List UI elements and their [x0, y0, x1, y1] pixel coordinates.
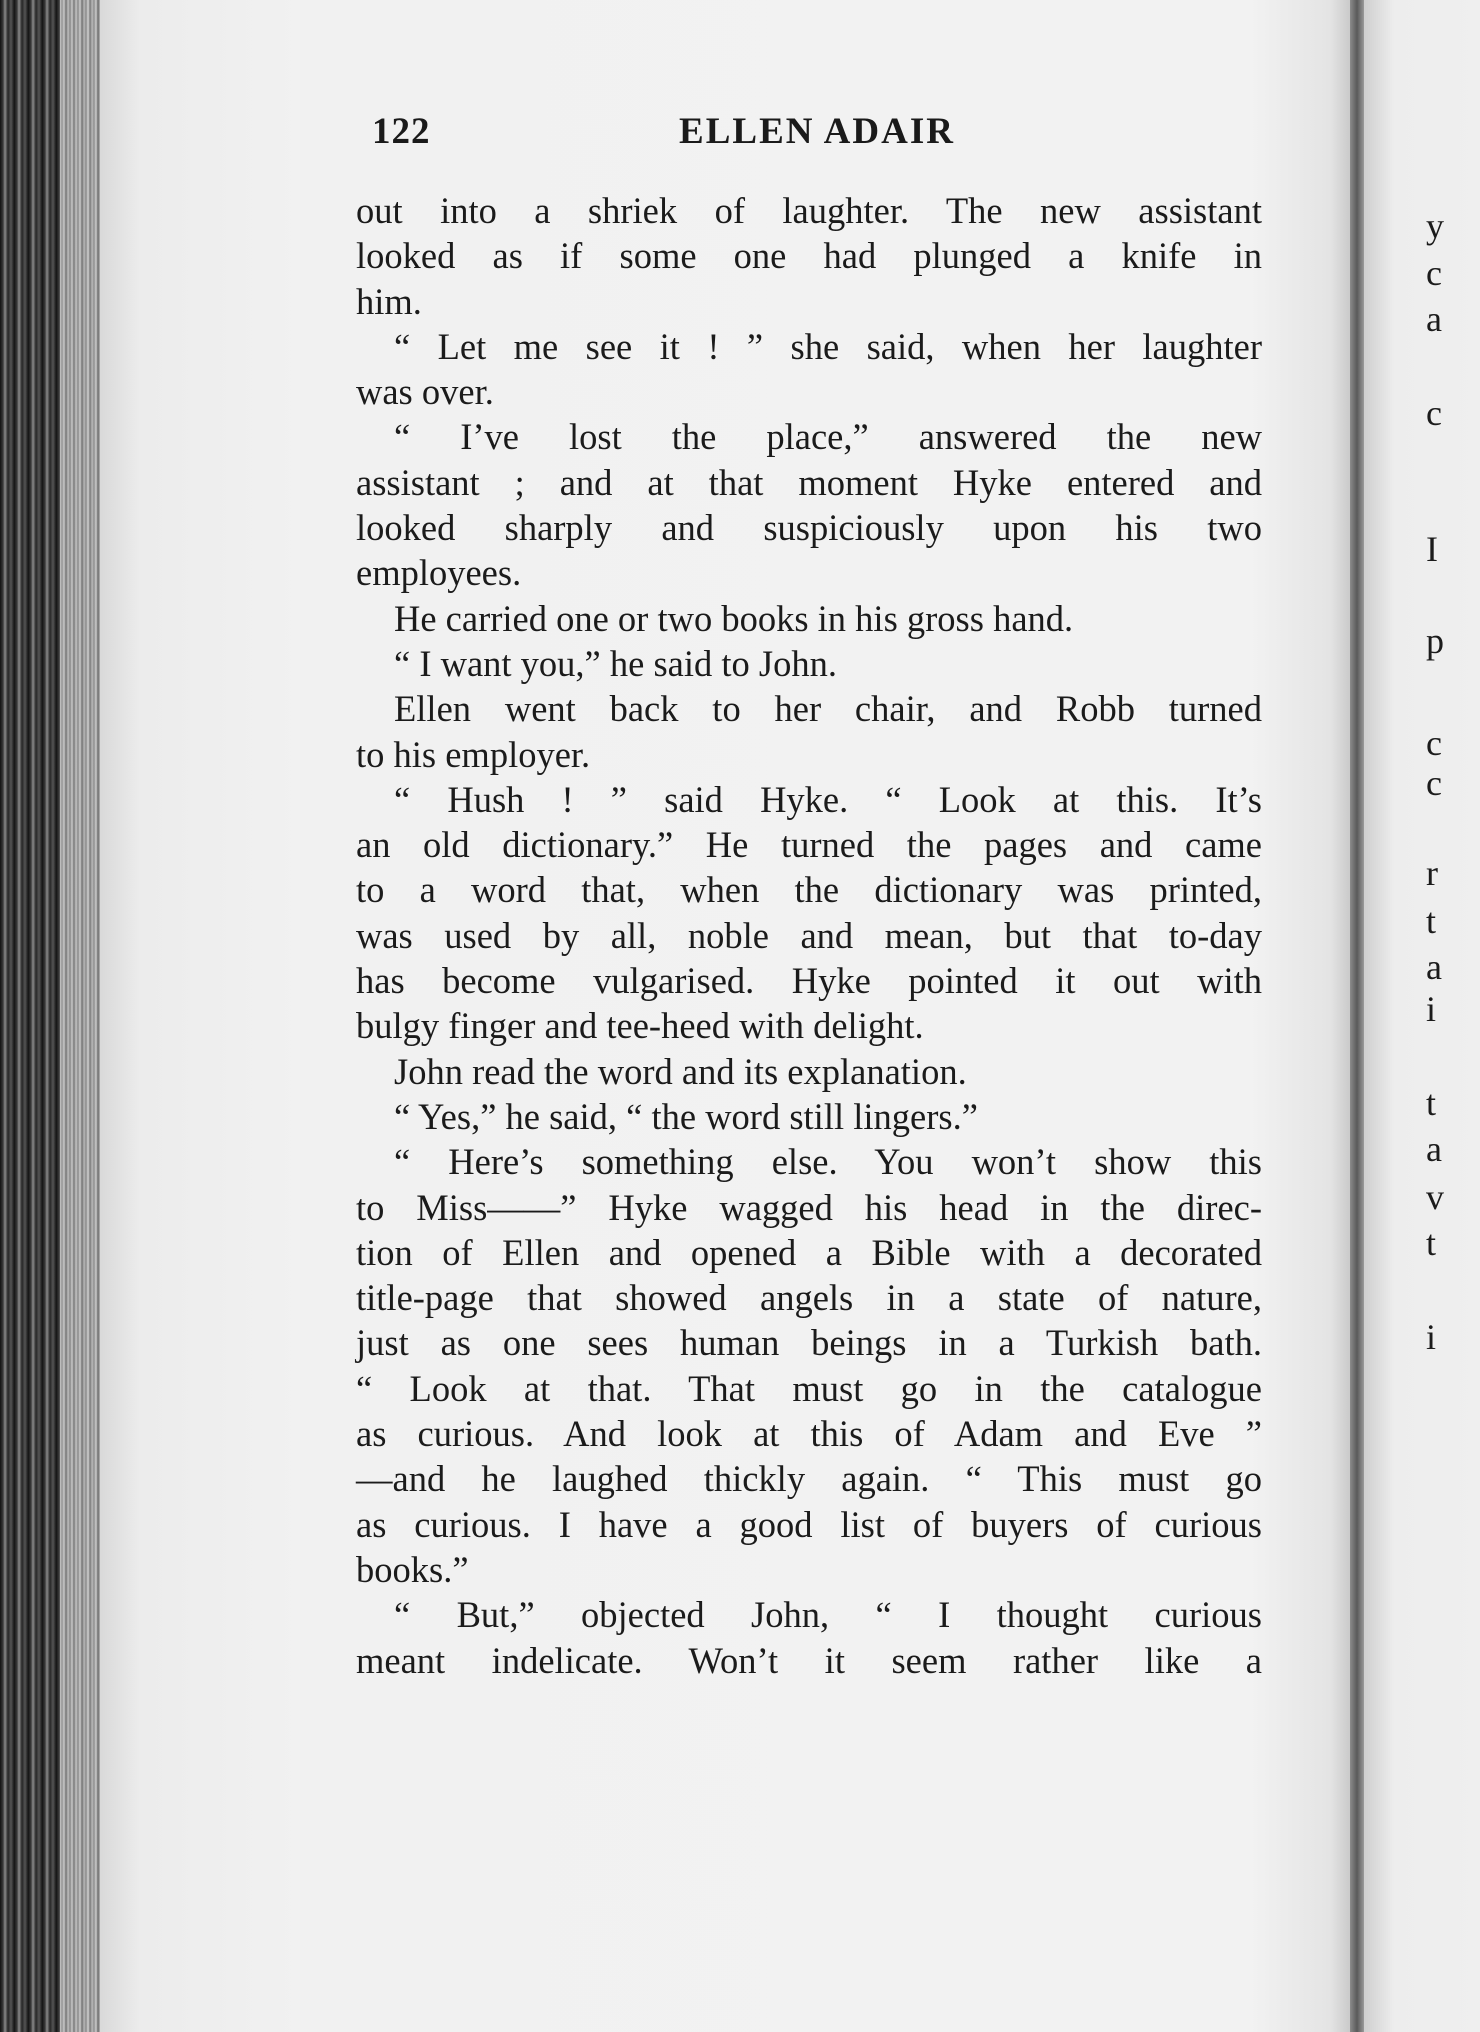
text-line: just as one sees human beings in a Turkish bath.: [356, 1322, 1262, 1364]
text-line: John read the word and its explanation.: [394, 1050, 967, 1092]
facing-page-fragment: c: [1426, 393, 1442, 433]
text-line: “ Here’s something else. You won’t show this: [394, 1141, 1262, 1183]
facing-page-fragment: a: [1426, 1129, 1442, 1169]
text-line: “ Let me see it ! ” she said, when her laughter: [394, 325, 1262, 367]
text-line: Ellen went back to her chair, and Robb turned: [394, 688, 1262, 730]
text-line: employees.: [356, 552, 522, 594]
text-line: “ Yes,” he said, “ the word still lingers.”: [394, 1095, 978, 1137]
text-line: title-page that showed angels in a state of nature,: [356, 1277, 1262, 1319]
text-line: meant indelicate. Won’t it seem rather like a: [356, 1639, 1262, 1681]
facing-page-fragment: i: [1426, 1317, 1437, 1357]
body-text: [356, 188, 1262, 1683]
text-line: “ But,” objected John, “ I thought curious: [394, 1594, 1262, 1636]
text-line: has become vulgarised. Hyke pointed it out with: [356, 960, 1262, 1002]
text-line: out into a shriek of laughter. The new assistant: [356, 190, 1262, 231]
page-stack-edge: [60, 0, 104, 2032]
facing-page-fragment: i: [1426, 989, 1437, 1029]
text-line: him.: [356, 280, 422, 322]
facing-page-fragment: y: [1426, 206, 1444, 246]
text-line: as curious. I have a good list of buyers of curious: [356, 1503, 1262, 1545]
text-line: to a word that, when the dictionary was printed,: [356, 869, 1262, 911]
facing-page-fragment: c: [1426, 253, 1442, 293]
text-line: as curious. And look at this of Adam and Eve ”: [356, 1413, 1262, 1455]
text-line: —and he laughed thickly again. “ This must go: [356, 1458, 1262, 1500]
facing-page-fragment: p: [1426, 621, 1444, 661]
page-number: 122: [372, 111, 431, 152]
facing-page-fragment: I: [1426, 529, 1438, 569]
text-line: looked sharply and suspiciously upon his two: [356, 507, 1262, 549]
text-line: was used by all, noble and mean, but that to-day: [356, 914, 1262, 956]
text-line: “ I want you,” he said to John.: [394, 642, 837, 684]
text-line: an old dictionary.” He turned the pages and came: [356, 824, 1262, 866]
facing-page-fragment: a: [1426, 947, 1442, 987]
text-line: He carried one or two books in his gross hand.: [394, 597, 1074, 639]
text-line: assistant ; and at that moment Hyke entered and: [356, 461, 1262, 503]
facing-page-fragment: c: [1426, 723, 1442, 763]
facing-page-fragment: t: [1426, 901, 1437, 941]
running-head: [372, 110, 1262, 170]
facing-page-text-fragments: [1426, 0, 1480, 2032]
text-line: looked as if some one had plunged a knife in: [356, 235, 1262, 277]
facing-page-fragment: t: [1426, 1223, 1437, 1263]
text-line: was over.: [356, 371, 494, 413]
facing-page-fragment: a: [1426, 299, 1442, 339]
facing-page-fragment: c: [1426, 763, 1442, 803]
text-line: to his employer.: [356, 733, 591, 775]
text-line: books.”: [356, 1548, 469, 1590]
text-line: to Miss——” Hyke wagged his head in the direc-: [356, 1186, 1262, 1228]
facing-page-fragment: v: [1426, 1177, 1444, 1217]
text-line: “ Hush ! ” said Hyke. “ Look at this. It’s: [394, 778, 1262, 820]
text-line: “ Look at that. That must go in the catalogue: [356, 1367, 1262, 1409]
facing-page-fragment: t: [1426, 1083, 1437, 1123]
book-gutter: [1350, 0, 1364, 2032]
text-line: “ I’ve lost the place,” answered the new: [394, 416, 1262, 458]
text-line: tion of Ellen and opened a Bible with a decorated: [356, 1231, 1262, 1273]
book-title: ELLEN ADAIR: [679, 111, 955, 152]
text-line: bulgy finger and tee-heed with delight.: [356, 1005, 924, 1047]
facing-page-fragment: r: [1426, 853, 1438, 893]
